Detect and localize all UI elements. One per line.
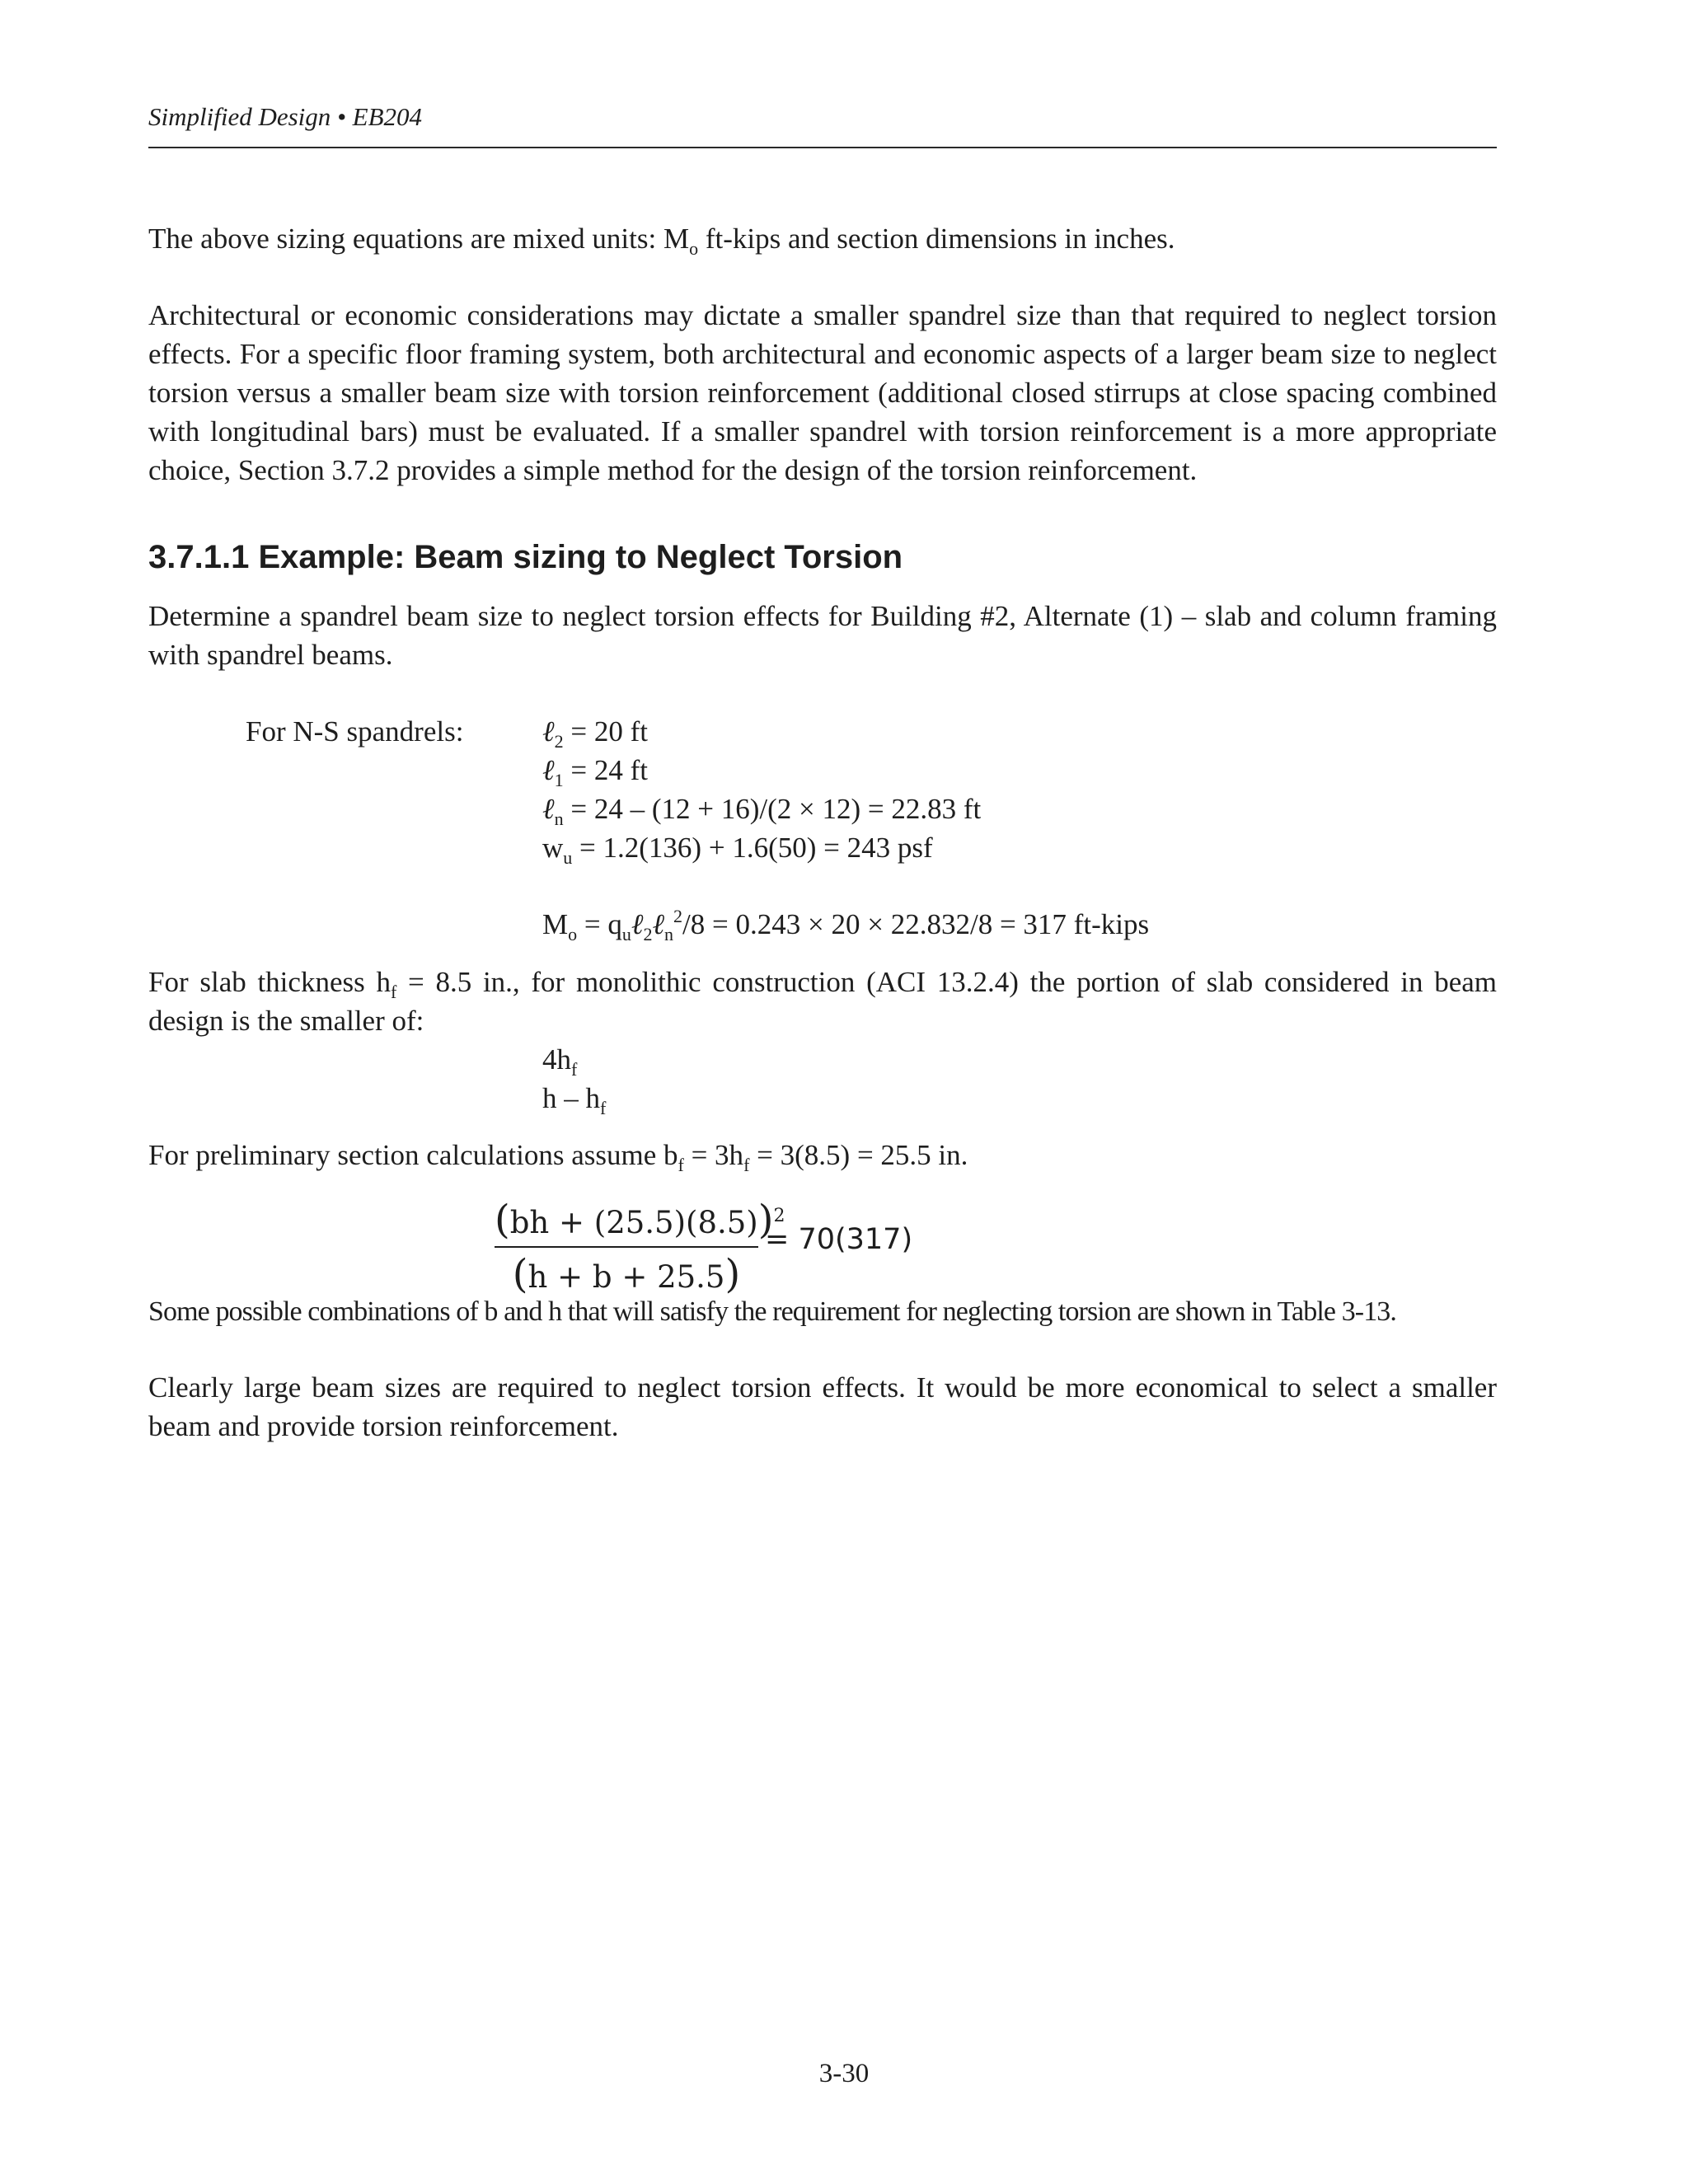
- eq-wu-sym: w: [542, 832, 564, 864]
- fraction-denominator: [495, 1251, 758, 1297]
- num-close-paren: ): [757, 1197, 774, 1243]
- paragraph-conclusion: Clearly large beam sizes are required to neglect torsion effects. It would be more economical to select a smaller beam and provide torsion reinforcement.: [148, 1371, 1497, 1442]
- option-h-main: h – h: [542, 1082, 600, 1114]
- eq-l1-sub: 1: [554, 770, 564, 790]
- paragraph-combinations: Some possible combinations of b and h that will satisfy the requirement for neglecting torsion are shown in Table 3-13.: [148, 1296, 1397, 1327]
- eq-mo-rest: /8 = 0.243 × 20 × 22.832/8 = 317 ft-kips: [682, 908, 1150, 940]
- header-rule: [148, 147, 1497, 148]
- paragraph-mixed-units: [148, 219, 1497, 258]
- p5-c: = 3(8.5) = 25.5 in.: [749, 1139, 968, 1171]
- eq-mo-q-sub: u: [621, 924, 631, 944]
- option-4hf-sub: f: [571, 1059, 578, 1080]
- fraction-numerator: [495, 1197, 785, 1243]
- p4-a-sub: f: [390, 982, 397, 1002]
- eq-l2-rest: = 20 ft: [563, 715, 648, 748]
- fraction-bar: [495, 1246, 758, 1248]
- paragraph-slab-thickness: [148, 963, 1497, 1040]
- eq-mo-ln-sup: 2: [673, 906, 683, 926]
- eq-l1-rest: = 24 ft: [563, 754, 648, 786]
- option-h-minus-hf: [542, 1079, 606, 1118]
- eq-wu: [542, 828, 933, 867]
- eq-l1: [542, 751, 648, 790]
- paragraph-preliminary: [148, 1136, 1497, 1174]
- paragraph-considerations: Architectural or economic considerations may dictate a smaller spandrel size than that required to neglect torsion effects. For a specific floor framing system, both architectural and economic aspects of a larger beam size to neglect torsion versus a smaller beam size with torsion reinforcement (additional closed stirrups at close spacing combined with longitudinal bars) must be evaluated. If a smaller spandrel with torsion reinforcement is a more appropriate choice, Section 3.7.2 provides a simple method for the design of the torsion reinforcement.: [148, 299, 1497, 486]
- eq-ln: [542, 790, 981, 828]
- eq-mo: [542, 905, 1149, 944]
- num-mid: bh + (25.5)(8.5): [509, 1205, 758, 1240]
- paragraph-determine: Determine a spandrel beam size to neglect torsion effects for Building #2, Alternate (1) – slab and column framing with spandrel beams.: [148, 600, 1497, 671]
- p5-b-sub: f: [743, 1155, 750, 1175]
- eq-mo-l2-sub: 2: [643, 924, 653, 944]
- num-open-paren: (: [495, 1197, 510, 1243]
- option-h-sub: f: [600, 1098, 607, 1118]
- eq-wu-sub: u: [563, 847, 573, 868]
- eq-mo-sub: o: [568, 924, 578, 944]
- den-mid: h + b + 25.5: [528, 1259, 725, 1295]
- p4-a: For slab thickness h: [148, 966, 391, 998]
- p1-sub: o: [689, 238, 699, 259]
- p1-text-after: ft-kips and section dimensions in inches.: [698, 223, 1175, 255]
- den-close-paren: ): [724, 1251, 741, 1297]
- p5-a-sub: f: [678, 1155, 684, 1175]
- eq-l2-sub: 2: [554, 731, 564, 752]
- eq-ln-rest: = 24 – (12 + 16)/(2 × 12) = 22.83 ft: [563, 793, 982, 825]
- fraction-rhs: = 70(317): [765, 1223, 913, 1256]
- p4-b: = 8.5 in., for monolithic construction (ACI 13.2.4) the portion of slab considered in beam design is the smaller of:: [148, 966, 1497, 1037]
- ell-symbol: ℓ: [631, 908, 644, 940]
- den-open-paren: (: [512, 1251, 528, 1297]
- running-header: Simplified Design • EB204: [148, 102, 423, 131]
- p5-a: For preliminary section calculations assume b: [148, 1139, 678, 1171]
- ell-symbol: ℓ: [542, 754, 555, 786]
- section-heading: 3.7.1.1 Example: Beam sizing to Neglect Torsion: [148, 539, 903, 575]
- ns-spandrels-label: For N-S spandrels:: [246, 715, 464, 748]
- eq-l2: [542, 712, 648, 751]
- eq-mo-sym: M: [542, 908, 569, 940]
- page-number: 3-30: [818, 2059, 870, 2088]
- p5-b: = 3h: [683, 1139, 744, 1171]
- num-sup: 2: [773, 1206, 785, 1226]
- option-4hf-main: 4h: [542, 1043, 571, 1076]
- eq-mo-ln-sub: n: [664, 924, 674, 944]
- ell-symbol: ℓ: [652, 908, 665, 940]
- eq-ln-sub: n: [554, 808, 564, 829]
- eq-wu-rest: = 1.2(136) + 1.6(50) = 243 psf: [572, 832, 933, 864]
- eq-mo-eq: = q: [577, 908, 622, 940]
- p1-text-before: The above sizing equations are mixed units: M: [148, 223, 690, 255]
- ell-symbol: ℓ: [542, 715, 555, 748]
- option-4hf: [542, 1040, 577, 1079]
- ell-symbol: ℓ: [542, 793, 555, 825]
